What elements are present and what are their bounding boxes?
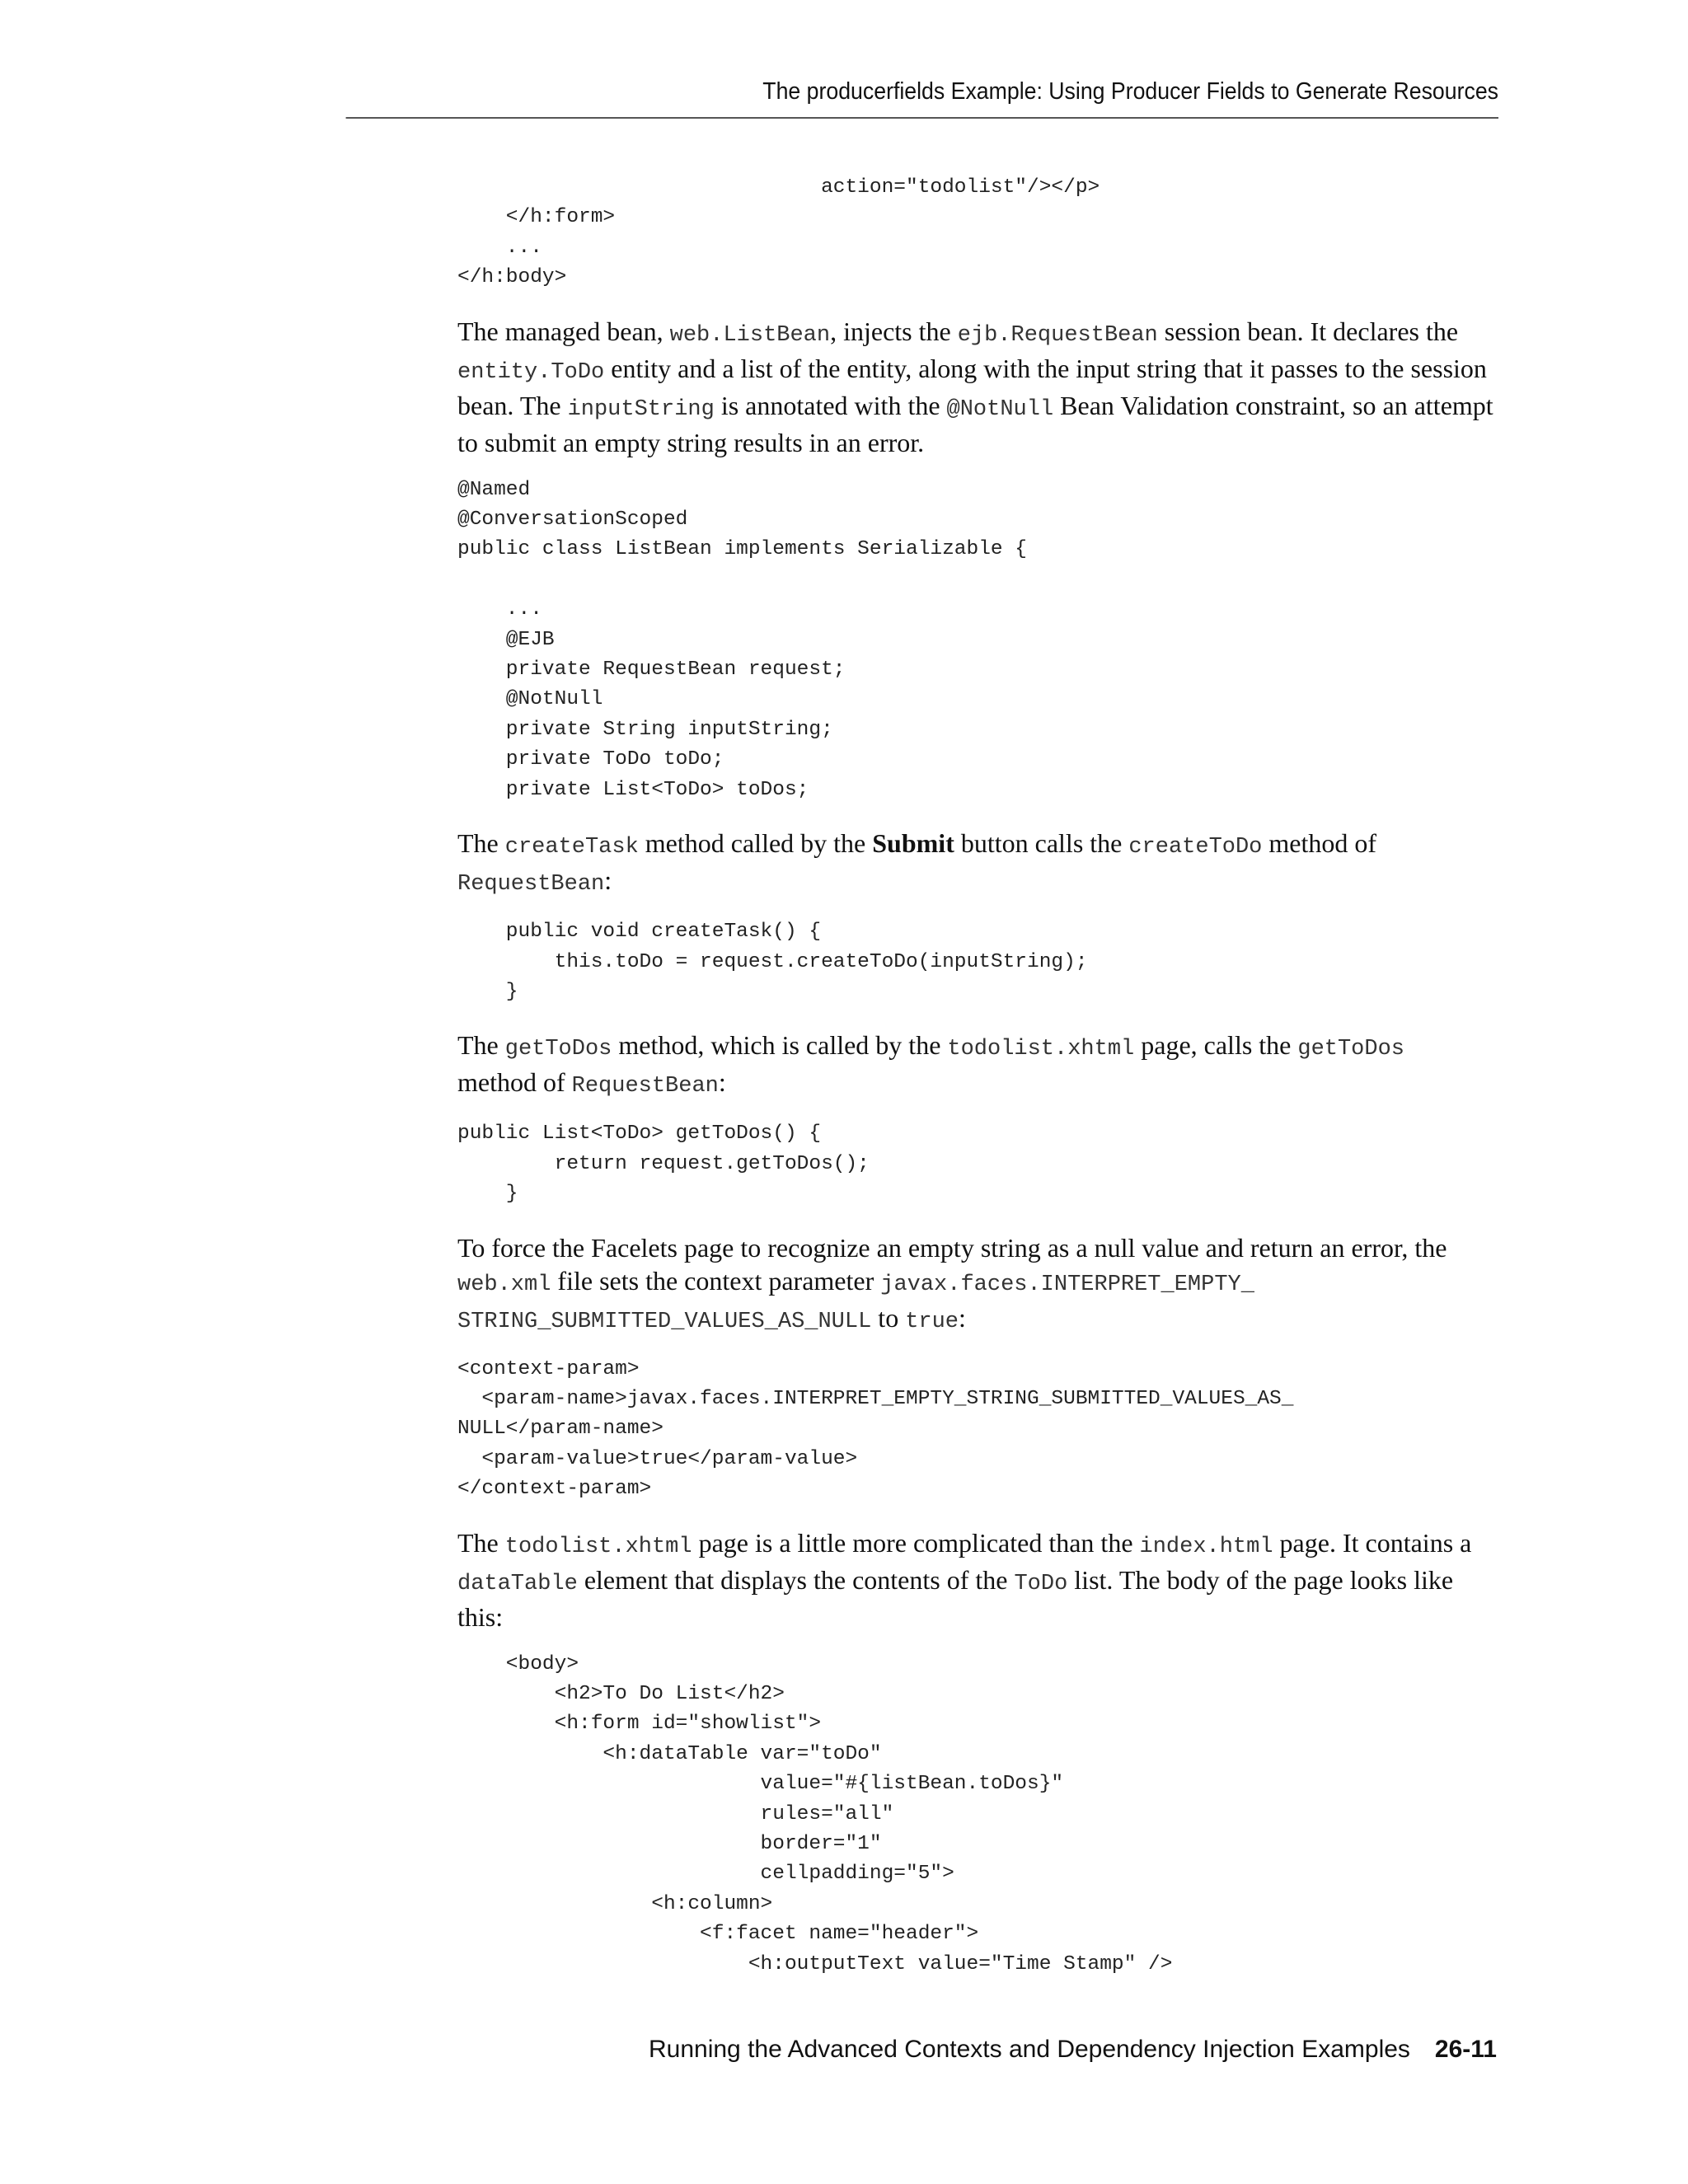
inline-code: todolist.xhtml: [947, 1037, 1135, 1062]
page-number: 26-11: [1434, 2036, 1497, 2063]
bold-ui-label: Submit: [872, 828, 954, 859]
text-run: page is a little more complicated than the: [692, 1527, 1140, 1558]
inline-code: ejb.RequestBean: [957, 322, 1158, 348]
text-run: button calls the: [954, 828, 1129, 859]
text-run: method, which is called by the: [612, 1030, 948, 1061]
code-block-gettodos: public List<ToDo> getToDos() { return request.getToDos(); }: [457, 1122, 870, 1206]
inline-code: web.xml: [457, 1272, 551, 1297]
code-block-form-end: action="todolist"/></p> </h:form> ... </h:body>: [457, 176, 1100, 289]
code-block-createtask: public void createTask() { this.toDo = request.createToDo(inputString); }: [505, 921, 1088, 1003]
text-run: session bean. It declares the: [1157, 316, 1459, 346]
text-run: :: [604, 865, 612, 896]
inline-code: @NotNull: [946, 396, 1054, 422]
text-run: method of: [1262, 828, 1377, 859]
text-run: method of: [457, 1067, 572, 1098]
code-block-listbean: @Named @ConversationScoped public class ListBean implements Serializable { ... @EJB private RequestBean request; @NotNull private String inputString; private ToDo toDo; private List<ToDo> toDos;: [457, 478, 1028, 801]
text-run: The managed bean,: [457, 316, 670, 346]
paragraph-createtask: [457, 827, 1504, 901]
inline-code: web.ListBean: [669, 322, 831, 348]
text-run: element that displays the contents of the: [577, 1564, 1015, 1595]
text-run: list. The body of the page looks like this:: [457, 1564, 1454, 1632]
inline-code: createTask: [504, 835, 639, 860]
text-run: page, calls the: [1134, 1030, 1298, 1061]
footer-title: Running the Advanced Contexts and Dependency Injection Examples: [648, 2036, 1410, 2063]
text-run: entity and a list of the entity, along with the input string that it passes to the session bean. The: [457, 353, 1487, 420]
inline-code: todolist.xhtml: [504, 1534, 692, 1559]
text-run: The: [457, 1527, 505, 1558]
paragraph-context-param: [457, 1231, 1504, 1338]
inline-code: true: [905, 1309, 959, 1334]
text-run: method called by the: [638, 828, 873, 859]
paragraph-gettodos: [457, 1029, 1504, 1103]
inline-code: dataTable: [457, 1571, 578, 1596]
inline-code: createToDo: [1128, 835, 1263, 860]
text-run: to: [871, 1302, 906, 1333]
paragraph-todolist-page: [457, 1526, 1504, 1633]
inline-code: RequestBean: [457, 872, 605, 898]
text-run: The: [457, 828, 505, 859]
inline-code: index.html: [1139, 1534, 1273, 1559]
running-footer: [649, 2031, 1497, 2069]
text-run: The: [457, 1030, 505, 1061]
text-run: page. It contains a: [1273, 1527, 1472, 1558]
text-run: file sets the context parameter: [551, 1265, 881, 1296]
inline-code: ToDo: [1014, 1571, 1068, 1596]
inline-code: entity.ToDo: [457, 359, 605, 385]
inline-code: javax.faces.INTERPRET_EMPTY_: [880, 1272, 1254, 1297]
page-content: [457, 173, 1504, 1980]
paragraph-managed-bean: [457, 315, 1504, 459]
inline-code: RequestBean: [571, 1074, 719, 1099]
code-block-context-param: <context-param> <param-name>javax.faces.INTERPRET_EMPTY_STRING_SUBMITTED_VALUES_AS_ NULL</param-name> <param-value>true</param-value> </context-param>: [457, 1357, 1294, 1501]
inline-code: getToDos: [504, 1037, 612, 1062]
running-header: The producerfields Example: Using Producer Fields to Generate Resources: [346, 71, 1498, 119]
inline-code: inputString: [567, 396, 715, 422]
text-run: Bean Validation constraint, so an attempt to submit an empty string results in an error.: [457, 390, 1493, 457]
text-run: To force the Facelets page to recognize an empty string as a null value and return an error, the: [457, 1232, 1447, 1263]
text-run: :: [959, 1302, 966, 1333]
text-run: is annotated with the: [714, 390, 947, 420]
inline-code: STRING_SUBMITTED_VALUES_AS_NULL: [457, 1309, 872, 1334]
inline-code: getToDos: [1297, 1037, 1404, 1062]
text-run: :: [718, 1067, 726, 1098]
code-block-todolist-body: <body> <h2>To Do List</h2> <h:form id="showlist"> <h:dataTable var="toDo" value="#{listBean.toDos}" rules="all" border="1" cellpadding="5"> <h:column> <f:facet name="header"> <h:outputText value="Time Stamp" />: [505, 1652, 1173, 1975]
text-run: , injects the: [830, 316, 958, 346]
